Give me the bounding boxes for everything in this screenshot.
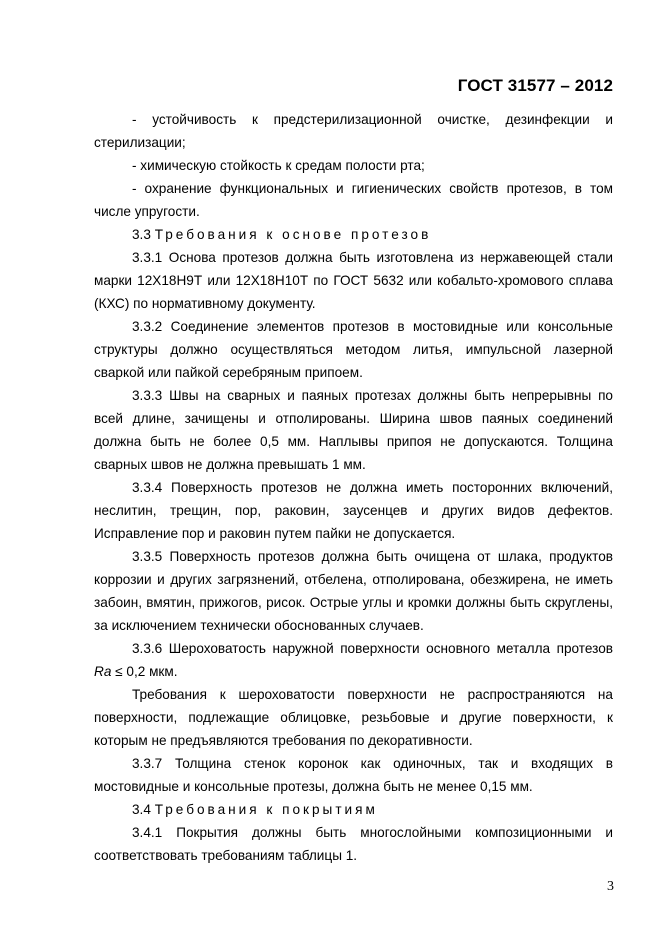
section-heading-3-3 — [94, 223, 613, 246]
paragraph-3-3-4: 3.3.4 Поверхность протезов не должна иметь посторонних включений, неслитин, трещин, пор, раковин, заусенцев и других видов дефектов. Исправление пор и раковин путем пайки не допускается. — [94, 480, 613, 541]
section-title: Требования к покрытиям — [154, 802, 378, 817]
standard-header: ГОСТ 31577 – 2012 — [457, 76, 613, 95]
bullet-item: - химическую стойкость к средам полости рта; — [132, 158, 425, 173]
paragraph-3-4-1: 3.4.1 Покрытия должны быть многослойными композиционными и соответствовать требованиям таблицы 1. — [94, 825, 613, 863]
paragraph-3-3-1: 3.3.1 Основа протезов должна быть изготовлена из нержавеющей стали марки 12Х18Н9Т или 12Х18Н10Т по ГОСТ 5632 или кобальто-хромового сплава (КХС) по нормативному документу. — [94, 250, 613, 311]
document-body — [94, 108, 613, 867]
paragraph-3-3-2: 3.3.2 Соединение элементов протезов в мостовидные или консольные структуры должно осуществляться методом литья, импульсной лазерной сваркой или пайкой серебряным припоем. — [94, 319, 613, 380]
roughness-value: ≤ 0,2 мкм. — [111, 664, 178, 679]
paragraph-3-3-6 — [94, 637, 613, 683]
paragraph-3-3-7: 3.3.7 Толщина стенок коронок как одиночных, так и входящих в мостовидные и консольные протезы, должна быть не менее 0,15 мм. — [94, 756, 613, 794]
section-number: 3.4 — [132, 802, 151, 817]
roughness-symbol: Ra — [94, 664, 112, 679]
section-heading-3-4 — [94, 798, 613, 821]
paragraph-text: 3.3.6 Шероховатость наружной поверхности основного металла протезов — [132, 641, 613, 656]
bullet-item: - устойчивость к предстерилизационной очистке, дезинфекции и стерилизации; — [94, 112, 613, 150]
bullet-item: - охранение функциональных и гигиенических свойств протезов, в том числе упругости. — [94, 181, 613, 219]
paragraph-3-3-3: 3.3.3 Швы на сварных и паяных протезах должны быть непрерывны по всей длине, зачищены и отполированы. Ширина швов паяных соединений должна быть не более 0,5 мм. Наплывы припоя не допускаются. Толщина сварных швов не должна превышать 1 мм. — [94, 388, 613, 472]
paragraph-requirements: Требования к шероховатости поверхности не распространяются на поверхности, подлежащие облицовке, резьбовые и другие поверхности, к которым не предъявляются требования по декоративности. — [94, 687, 613, 748]
section-title: Требования к основе протезов — [154, 227, 432, 242]
page-number: 3 — [607, 879, 614, 894]
paragraph-3-3-5: 3.3.5 Поверхность протезов должна быть очищена от шлака, продуктов коррозии и других загрязнений, отбелена, отполирована, обезжирена, не иметь забоин, вмятин, прижогов, рисок. Острые углы и кромки должны быть скруглены, за исключением технически обоснованных случаев. — [94, 549, 613, 633]
section-number: 3.3 — [132, 227, 151, 242]
